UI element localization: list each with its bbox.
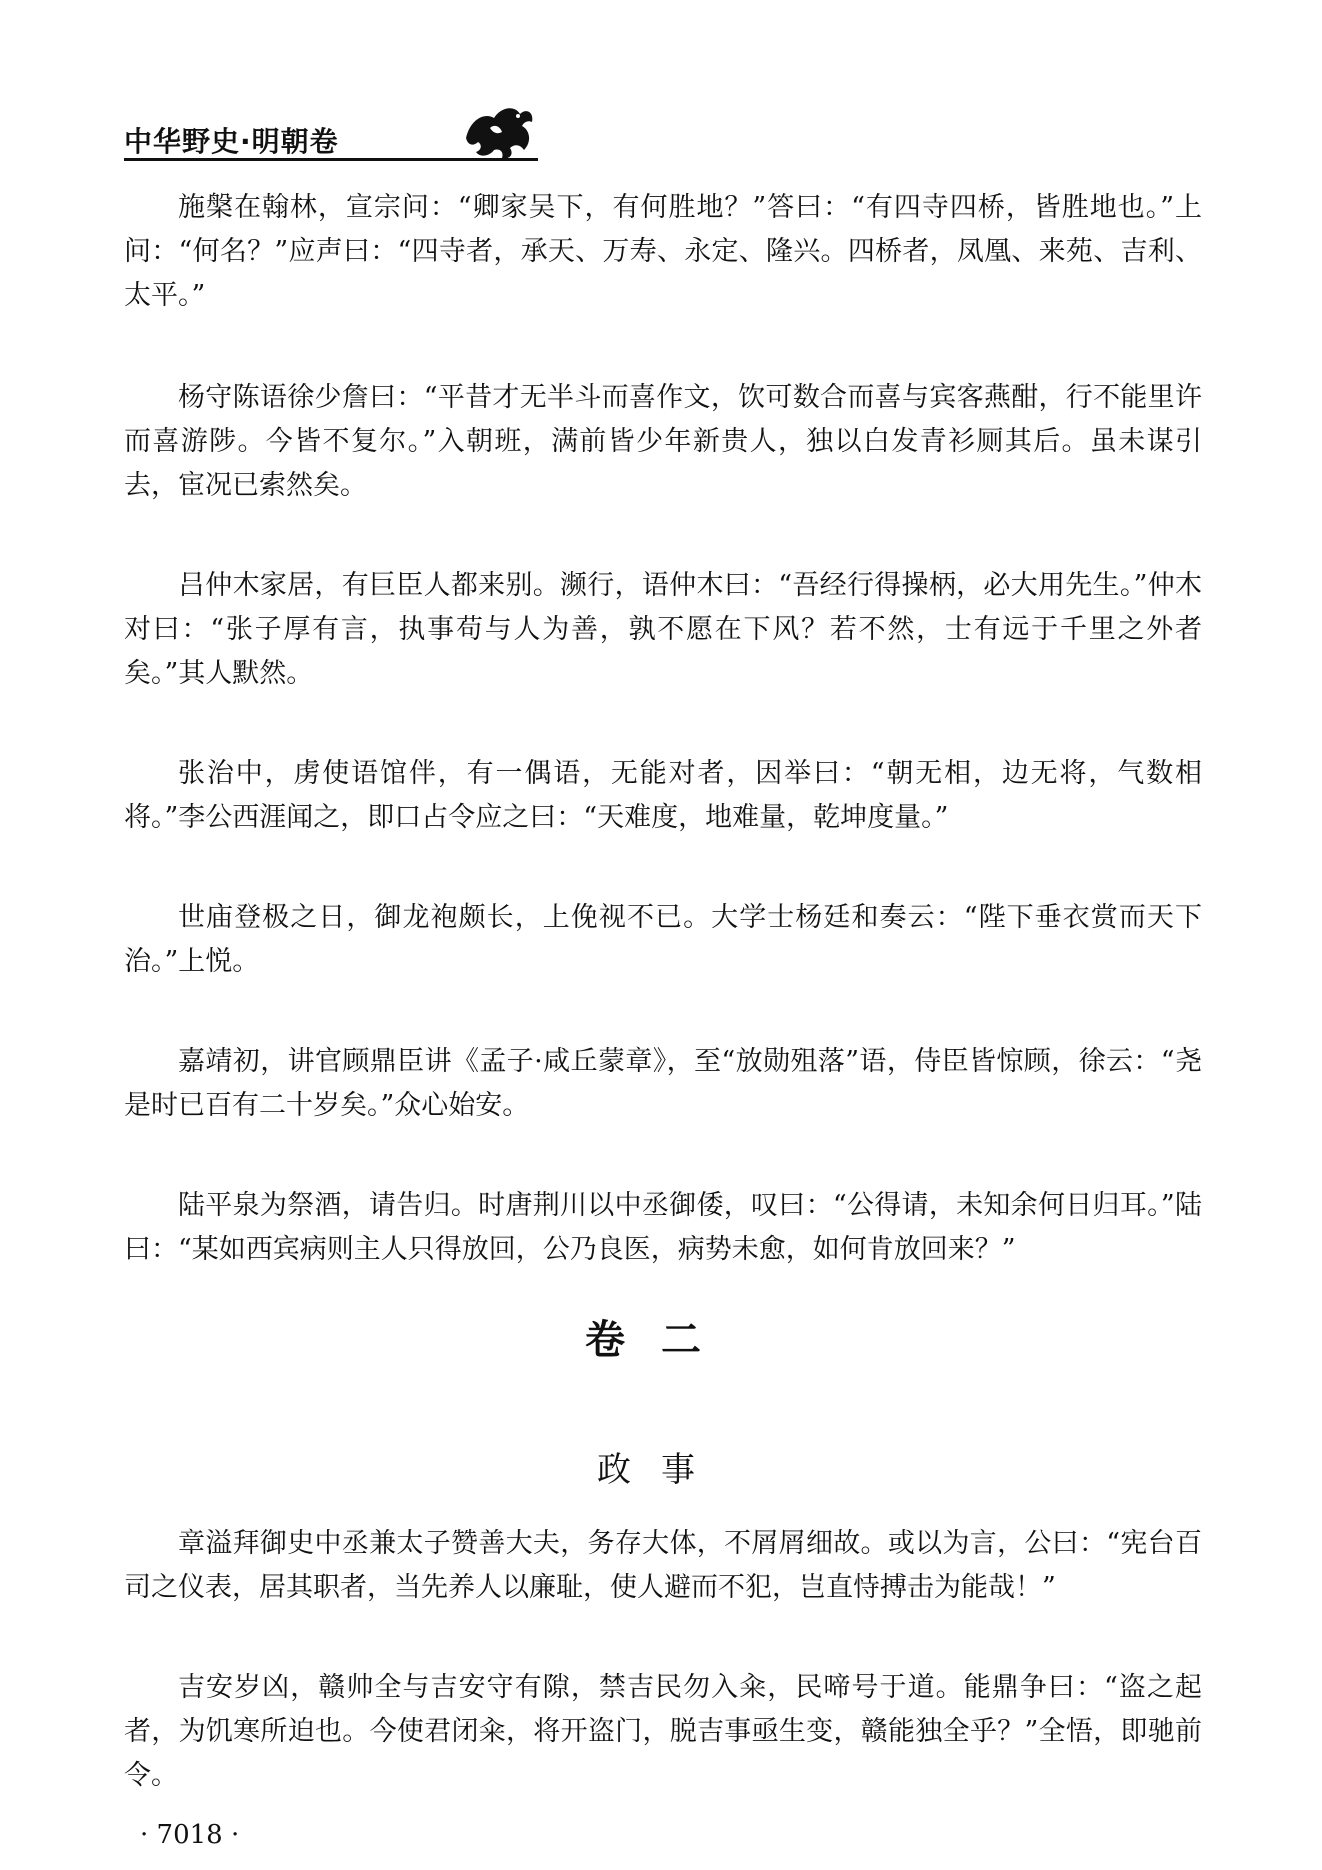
text-body-bottom xyxy=(124,1522,1202,1798)
paragraph: 张治中，虏使语馆伴，有一偶语，无能对者，因举曰：“朝无相，边无将，气数相将。”李公西涯闻之，即口占令应之曰：“天难度，地难量，乾坤度量。” xyxy=(124,758,1202,833)
paragraph: 世庙登极之日，御龙袍颇长，上俛视不已。大学士杨廷和奏云：“陛下垂衣赏而天下治。”上悦。 xyxy=(124,902,1202,977)
paragraph: 吉安岁凶，赣帅全与吉安守有隙，禁吉民勿入籴，民啼号于道。能鼎争曰：“盗之起者，为饥寒所迫也。今使君闭籴，将开盗门，脱吉事亟生变，赣能独全乎？”全悟，即驰前令。 xyxy=(124,1672,1202,1791)
dragon-emblem-icon xyxy=(460,98,540,164)
section-title: 政事 xyxy=(597,1450,725,1490)
paragraph: 嘉靖初，讲官顾鼎臣讲《孟子·咸丘蒙章》，至“放勋殂落”语，侍臣皆惊顾，徐云：“尧是时已百有二十岁矣。”众心始安。 xyxy=(124,1046,1202,1121)
paragraph: 杨守陈语徐少詹曰：“平昔才无半斗而喜作文，饮可数合而喜与宾客燕酣，行不能里许而喜游陟。今皆不复尔。”入朝班，满前皆少年新贵人，独以白发青衫厕其后。虽未谋引去，宦况已索然矣。 xyxy=(124,382,1202,501)
paragraph: 陆平泉为祭酒，请告归。时唐荆川以中丞御倭，叹曰：“公得请，未知余何日归耳。”陆曰：“某如西宾病则主人只得放回，公乃良医，病势未愈，如何肯放回来？” xyxy=(124,1190,1202,1265)
paragraph: 吕仲木家居，有巨臣人都来别。濒行，语仲木曰：“吾经行得操柄，必大用先生。”仲木对曰：“张子厚有言，执事苟与人为善，孰不愿在下风？若不然，士有远于千里之外者矣。”其人默然。 xyxy=(124,570,1202,689)
paragraph: 章溢拜御史中丞兼太子赞善大夫，务存大体，不屑屑细故。或以为言，公曰：“宪台百司之仪表，居其职者，当先养人以廉耻，使人避而不犯，岂直恃搏击为能哉！” xyxy=(124,1528,1202,1603)
text-body-top xyxy=(124,186,1202,1272)
page-number: · 7018 · xyxy=(140,1820,240,1850)
book-title: 中华野史·明朝卷 xyxy=(124,125,339,158)
paragraph: 施槃在翰林，宣宗问：“卿家吴下，有何胜地？”答曰：“有四寺四桥，皆胜地也。”上问：“何名？”应声曰：“四寺者，承天、万寿、永定、隆兴。四桥者，凤凰、来苑、吉利、太平。” xyxy=(124,192,1202,311)
volume-title: 卷二 xyxy=(585,1317,737,1363)
